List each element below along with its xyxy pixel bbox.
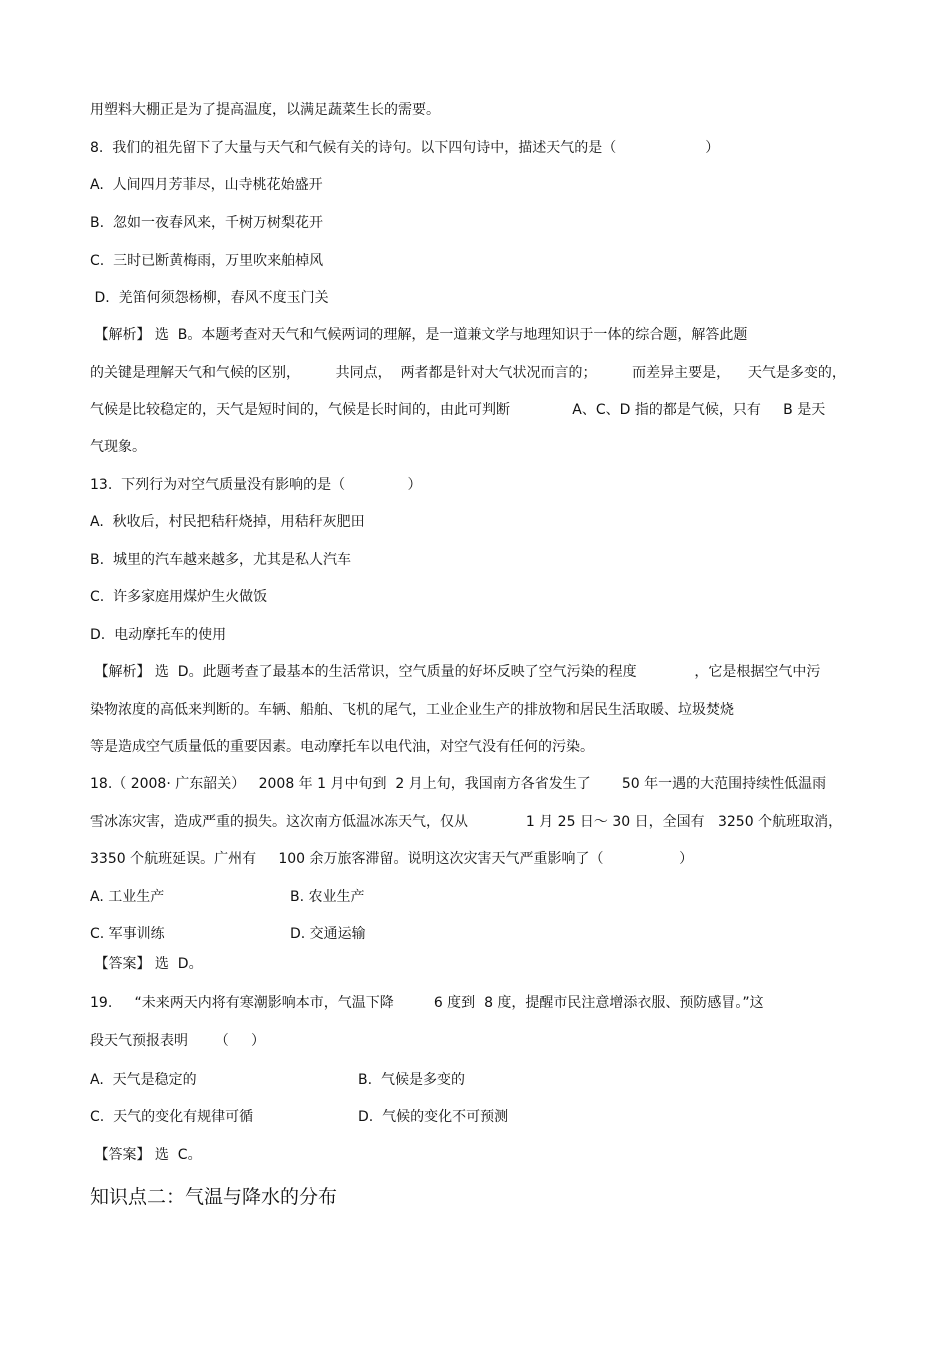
q13-analysis-line: 等是造成空气质量低的重要因素。电动摩托车以电代油，对空气没有任何的污染。 xyxy=(90,739,594,755)
section-heading: 知识点二：气温与降水的分布 xyxy=(90,1186,338,1208)
q18-answer: 【答案】 选 D。 xyxy=(90,956,203,972)
q8-option-b: B. 忽如一夜春风来，千树万树梨花开 xyxy=(90,215,323,231)
q8-option-d: D. 羌笛何须怨杨柳，春风不度玉门关 xyxy=(90,290,329,306)
q13-option-a: A. 秋收后，村民把秸秆烧掉，用秸秆灰肥田 xyxy=(90,514,365,530)
q19-option-a: A. 天气是稳定的 xyxy=(90,1072,197,1088)
q18-option-c: C. 军事训练 xyxy=(90,926,165,942)
q13-option-d: D. 电动摩托车的使用 xyxy=(90,627,227,643)
q19-option-c: C. 天气的变化有规律可循 xyxy=(90,1109,254,1125)
q8-stem: 8. 我们的祖先留下了大量与天气和气候有关的诗句。以下四句诗中，描述天气的是（ ） xyxy=(90,140,720,156)
q19-stem-line: 19. “未来两天内将有寒潮影响本市，气温下降 6 度到 8 度，提醒市民注意增添衣服、预防感冒。”这 xyxy=(90,995,764,1011)
q13-option-c: C. 许多家庭用煤炉生火做饭 xyxy=(90,589,268,605)
q13-analysis-line: 染物浓度的高低来判断的。车辆、船舶、飞机的尾气，工业企业生产的排放物和居民生活取暖、垃圾焚烧 xyxy=(90,702,734,718)
q18-stem-line: 3350 个航班延误。广州有 100 余万旅客滞留。说明这次灾害天气严重影响了（ ） xyxy=(90,851,694,867)
q8-analysis-line: 气候是比较稳定的，天气是短时间的，气候是长时间的，由此可判断 A、C、D 指的都是气候，只有 B 是天 xyxy=(90,402,826,418)
q18-option-b: B. 农业生产 xyxy=(290,889,365,905)
q8-analysis-line: 的关键是理解天气和气候的区别， 共同点， 两者都是针对大气状况而言的； 而差异主要是， 天气是多变的， xyxy=(90,365,846,381)
q8-option-c: C. 三时已断黄梅雨，万里吹来舶棹风 xyxy=(90,253,324,269)
q19-answer: 【答案】 选 C。 xyxy=(90,1147,202,1163)
q18-option-a: A. 工业生产 xyxy=(90,889,165,905)
q19-option-d: D. 气候的变化不可预测 xyxy=(358,1109,509,1125)
q13-analysis-line: 【解析】 选 D。此题考查了最基本的生活常识，空气质量的好坏反映了空气污染的程度 ，它是根据空气中污 xyxy=(90,664,821,680)
q13-option-b: B. 城里的汽车越来越多，尤其是私人汽车 xyxy=(90,552,351,568)
q19-stem-line: 段天气预报表明 （ ） xyxy=(90,1033,265,1049)
q8-option-a: A. 人间四月芳菲尽，山寺桃花始盛开 xyxy=(90,177,323,193)
q19-option-b: B. 气候是多变的 xyxy=(358,1072,465,1088)
intro-text: 用塑料大棚正是为了提高温度，以满足蔬菜生长的需要。 xyxy=(90,102,440,118)
q18-stem-line: 雪冰冻灾害，造成严重的损失。这次南方低温冰冻天气，仅从 1 月 25 日～ 30 日，全国有 3250 个航班取消， xyxy=(90,814,843,830)
q13-stem: 13. 下列行为对空气质量没有影响的是（ ） xyxy=(90,477,422,493)
q18-option-d: D. 交通运输 xyxy=(290,926,366,942)
q18-stem-line: 18.（ 2008· 广东韶关） 2008 年 1 月中旬到 2 月上旬，我国南方各省发生了 50 年一遇的大范围持续性低温雨 xyxy=(90,776,827,792)
q8-analysis-line: 【解析】 选 B。本题考查对天气和气候两词的理解，是一道兼文学与地理知识于一体的综合题，解答此题 xyxy=(90,327,748,343)
q8-analysis-line: 气现象。 xyxy=(90,439,146,455)
